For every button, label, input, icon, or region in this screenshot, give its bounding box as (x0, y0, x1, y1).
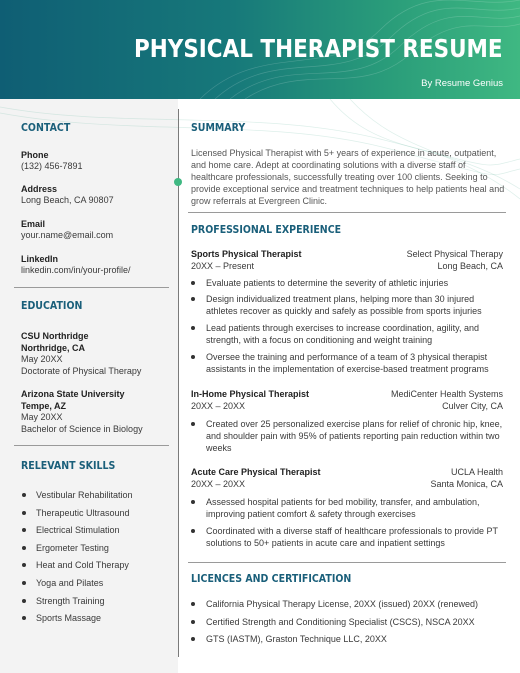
job-bullet (191, 322, 509, 346)
bullet-text: Coordinated with a diverse staff of healthcare professionals to provide PT (206, 526, 498, 536)
address-value: Long Beach, CA 90807 (21, 195, 114, 205)
bullet-icon (191, 326, 195, 330)
bullet-text: improving patient comfort & safety through exercises (206, 509, 416, 519)
bullet-icon (191, 500, 195, 504)
job-company: Select Physical Therapy (406, 249, 503, 259)
summary-line: grow referrals at Evergreen Clinic. (191, 196, 328, 206)
bullet-icon (22, 511, 26, 515)
bullet-icon (191, 297, 195, 301)
job-bullet (191, 351, 509, 375)
skill-label: Vestibular Rehabilitation (36, 490, 133, 500)
bullet-icon (22, 581, 26, 585)
email-label: Email (21, 219, 46, 229)
divider-dot (174, 178, 182, 186)
school-degree: Bachelor of Science in Biology (21, 424, 143, 434)
skill-label: Heat and Cold Therapy (36, 560, 129, 570)
skill-item (22, 578, 103, 588)
bullet-text: assistants in the implementation of exercise-based treatment programs (206, 364, 489, 374)
cert-text: California Physical Therapy License, 20XX (issued) 20XX (renewed) (206, 599, 478, 609)
school-location: Tempe, AZ (21, 401, 67, 411)
job-location: Santa Monica, CA (430, 479, 503, 489)
school-date: May 20XX (21, 412, 63, 422)
cert-text: GTS (IASTM), Graston Technique LLC, 20XX (206, 634, 387, 644)
skill-item (22, 613, 101, 623)
education-heading: EDUCATION (21, 300, 83, 312)
job-title: Sports Physical Therapist (191, 249, 302, 259)
school-name: Arizona State University (21, 389, 125, 399)
cert-text: Certified Strength and Conditioning Specialist (CSCS), NSCA 20XX (206, 617, 475, 627)
contact-heading: CONTACT (21, 122, 71, 134)
phone-value: (132) 456-7891 (21, 161, 83, 171)
job-bullet (191, 418, 509, 454)
skill-item (22, 508, 130, 518)
bullet-icon (191, 355, 195, 359)
linkedin-value[interactable]: linkedin.com/in/your-profile/ (21, 265, 131, 275)
job-location: Culver City, CA (442, 401, 503, 411)
header-banner (0, 0, 520, 99)
skill-label: Strength Training (36, 596, 105, 606)
job-bullet (191, 496, 509, 520)
job-company: UCLA Health (450, 467, 503, 477)
certifications-heading: LICENCES AND CERTIFICATION (191, 573, 352, 585)
cert-item (191, 598, 509, 610)
skill-item (22, 543, 109, 553)
school-location: Northridge, CA (21, 343, 85, 353)
job-location: Long Beach, CA (437, 261, 503, 271)
bullet-icon (22, 546, 26, 550)
bullet-text: Oversee the training and performance of a team of 3 physical therapist (206, 352, 488, 362)
job-title: Acute Care Physical Therapist (191, 467, 321, 477)
bullet-icon (191, 620, 195, 624)
cert-item (191, 633, 509, 645)
bullet-icon (22, 563, 26, 567)
summary-line: and home care. Adept at coordinating solutions with a diverse staff of (191, 160, 466, 170)
summary-text (191, 147, 509, 207)
address-label: Address (21, 184, 58, 194)
school-degree: Doctorate of Physical Therapy (21, 366, 142, 376)
skill-label: Electrical Stimulation (36, 525, 120, 535)
skills-heading: RELEVANT SKILLS (21, 460, 116, 472)
skill-item (22, 560, 129, 570)
experience-heading: PROFESSIONAL EXPERIENCE (191, 224, 342, 236)
education-divider (14, 445, 169, 446)
bullet-icon (22, 493, 26, 497)
bullet-icon (191, 281, 195, 285)
job-dates: 20XX – Present (191, 261, 255, 271)
job-title: In-Home Physical Therapist (191, 389, 310, 399)
skill-label: Yoga and Pilates (36, 578, 104, 588)
summary-line: healthcare professionals, successfully treating over 100 clients. Seeking to (191, 172, 488, 182)
page-title: PHYSICAL THERAPIST RESUME (134, 34, 503, 63)
experience-divider (188, 562, 506, 563)
bullet-icon (191, 637, 195, 641)
job-dates: 20XX – 20XX (191, 401, 246, 411)
job-bullet (191, 293, 509, 317)
skill-label: Sports Massage (36, 613, 102, 623)
cert-item (191, 616, 509, 628)
bullet-icon (191, 602, 195, 606)
bullet-text: Evaluate patients to determine the severity of athletic injuries (206, 278, 449, 288)
summary-line: provide exceptional service and treatment techniques to help patients heal and (191, 184, 505, 194)
bullet-text: strength, with a focus on conditioning and weight training (206, 335, 433, 345)
school-date: May 20XX (21, 354, 63, 364)
bullet-text: weeks (206, 443, 232, 453)
job-dates: 20XX – 20XX (191, 479, 246, 489)
skill-item (22, 490, 133, 500)
bullet-text: athletes recover as quickly and safely as possible from sports injuries (206, 306, 482, 316)
column-divider (178, 109, 179, 657)
skill-item (22, 596, 105, 606)
skill-item (22, 525, 120, 535)
bullet-icon (22, 528, 26, 532)
bullet-icon (191, 529, 195, 533)
contact-divider (14, 287, 169, 288)
school-name: CSU Northridge (21, 331, 89, 341)
bullet-icon (191, 422, 195, 426)
bullet-text: Lead patients through exercises to increase coordination, agility, and (206, 323, 480, 333)
skill-label: Ergometer Testing (36, 543, 109, 553)
bullet-icon (22, 599, 26, 603)
bullet-text: Created over 25 personalized exercise plans for relief of chronic hip, knee, (206, 419, 503, 429)
byline: By Resume Genius (421, 78, 503, 89)
summary-line: Licensed Physical Therapist with 5+ years of experience in acute, outpatient, (191, 148, 497, 158)
bullet-icon (22, 616, 26, 620)
job-bullet (191, 277, 509, 289)
bullet-text: Assessed hospital patients for bed mobility, transfer, and ambulation, (206, 497, 480, 507)
linkedin-label: LinkedIn (21, 254, 59, 264)
skill-label: Therapeutic Ultrasound (36, 508, 130, 518)
summary-heading: SUMMARY (191, 122, 246, 134)
bullet-text: and shoulder pain with 95% of patients reporting pain reduction within two (206, 431, 500, 441)
bullet-text: solutions to 50+ patients in acute care and inpatient settings (206, 538, 445, 548)
summary-divider (188, 212, 506, 213)
job-company: MediCenter Health Systems (390, 389, 503, 399)
phone-label: Phone (21, 150, 49, 160)
bullet-text: Design individualized treatment plans, helping more than 30 injured (206, 294, 475, 304)
job-bullet (191, 525, 509, 549)
email-value[interactable]: your.name@email.com (21, 230, 114, 240)
